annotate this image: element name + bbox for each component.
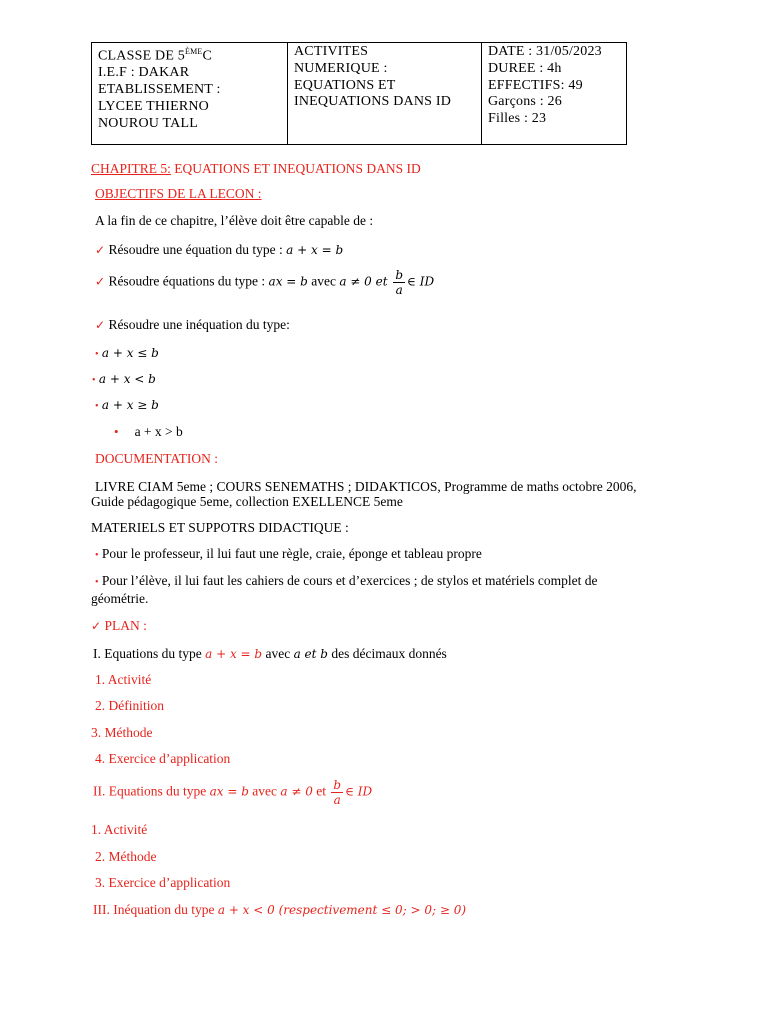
documentation-line1: LIVRE CIAM 5eme ; COURS SENEMATHS ; DIDAKTICOS, Programme de maths octobre 2006, bbox=[95, 479, 637, 494]
ineq-3: • a + x ≥ b bbox=[95, 398, 159, 412]
lycee-line1: LYCEE THIERNO bbox=[98, 99, 209, 115]
class-line: CLASSE DE 5ÈMEC bbox=[98, 47, 213, 64]
bullet-icon: • bbox=[95, 349, 99, 360]
activity-cell bbox=[288, 43, 482, 145]
check-icon: ✓ bbox=[95, 243, 106, 257]
activity-line3: EQUATIONS ET bbox=[294, 77, 396, 93]
check-icon: ✓ bbox=[91, 619, 102, 633]
fraction-b-over-a: $\frac{b}{a}$ bbox=[395, 268, 404, 297]
fraction-b-over-a: $\frac{b}{a}$ bbox=[333, 778, 342, 807]
objective-3: ✓ Résoudre une inéquation du type: bbox=[95, 317, 290, 332]
ief: I.E.F : DAKAR bbox=[98, 65, 190, 81]
info-cell bbox=[482, 43, 627, 145]
documentation-heading: DOCUMENTATION : bbox=[95, 451, 219, 466]
ineq-4: • a + x > b bbox=[114, 424, 183, 439]
check-icon: ✓ bbox=[95, 318, 106, 332]
materiel-2-cont: géométrie. bbox=[91, 591, 149, 606]
plan-2-item-2: 2. Méthode bbox=[95, 849, 157, 864]
objective-2: ✓ Résoudre équations du type : ax = b avec a ≠ 0 et $\frac{b}{a}$ ∈ ID bbox=[95, 268, 435, 297]
activity-line2: NUMERIQUE : bbox=[294, 60, 388, 76]
plan-1-item-3: 3. Méthode bbox=[91, 725, 153, 740]
bullet-icon: • bbox=[92, 375, 96, 386]
plan-1-item-2: 2. Définition bbox=[95, 698, 164, 713]
materiel-2: • Pour l’élève, il lui faut les cahiers de cours et d’exercices ; de stylos et matériels complet de bbox=[95, 573, 598, 588]
bullet-icon: • bbox=[95, 401, 99, 412]
plan-1-item-1: 1. Activité bbox=[95, 672, 152, 687]
filles: Filles : 23 bbox=[488, 111, 547, 127]
bullet-icon: • bbox=[114, 424, 119, 439]
class-cell bbox=[92, 43, 288, 145]
effectifs: EFFECTIFS: 49 bbox=[488, 77, 583, 93]
plan-2-item-1: 1. Activité bbox=[91, 822, 148, 837]
documentation-line2: Guide pédagogique 5eme, collection EXELLENCE 5eme bbox=[91, 494, 403, 509]
garcons: Garçons : 26 bbox=[488, 94, 562, 110]
date: DATE : 31/05/2023 bbox=[488, 44, 602, 59]
bullet-icon: • bbox=[95, 577, 99, 588]
bullet-icon: • bbox=[95, 550, 99, 561]
duree: DUREE : 4h bbox=[488, 60, 562, 76]
ineq-1: • a + x ≤ b bbox=[95, 346, 159, 360]
objectifs-intro: A la fin de ce chapitre, l’élève doit être capable de : bbox=[95, 213, 374, 228]
objectifs-heading: OBJECTIFS DE LA LECON : bbox=[95, 186, 262, 201]
activity-line4: INEQUATIONS DANS ID bbox=[294, 94, 452, 110]
plan-section-1: I. Equations du type a + x = b avec a et b des décimaux donnés bbox=[93, 646, 447, 661]
materiel-1: • Pour le professeur, il lui faut une règle, craie, éponge et tableau propre bbox=[95, 546, 482, 561]
lycee-line2: NOUROU TALL bbox=[98, 115, 198, 131]
etablissement: ETABLISSEMENT : bbox=[98, 82, 221, 98]
materiels-heading: MATERIELS ET SUPPOTRS DIDACTIQUE : bbox=[91, 520, 349, 535]
ineq-2: • a + x < b bbox=[92, 372, 156, 386]
activity-line1: ACTIVITES bbox=[294, 44, 369, 59]
plan-section-2: II. Equations du type ax = b avec a ≠ 0 et $\frac{b}{a}$ ∈ ID bbox=[93, 778, 373, 807]
chapter-title: CHAPITRE 5: EQUATIONS ET INEQUATIONS DANS ID bbox=[91, 161, 421, 176]
plan-2-item-3: 3. Exercice d’application bbox=[95, 875, 231, 890]
plan-heading: ✓ PLAN : bbox=[91, 618, 147, 633]
objective-1: ✓ Résoudre une équation du type : a + x = b bbox=[95, 242, 344, 257]
plan-section-3: III. Inéquation du type a + x < 0 (respectivement ≤ 0; > 0; ≥ 0) bbox=[93, 902, 467, 917]
header-table bbox=[91, 42, 627, 145]
check-icon: ✓ bbox=[95, 274, 106, 289]
plan-1-item-4: 4. Exercice d’application bbox=[95, 751, 231, 766]
